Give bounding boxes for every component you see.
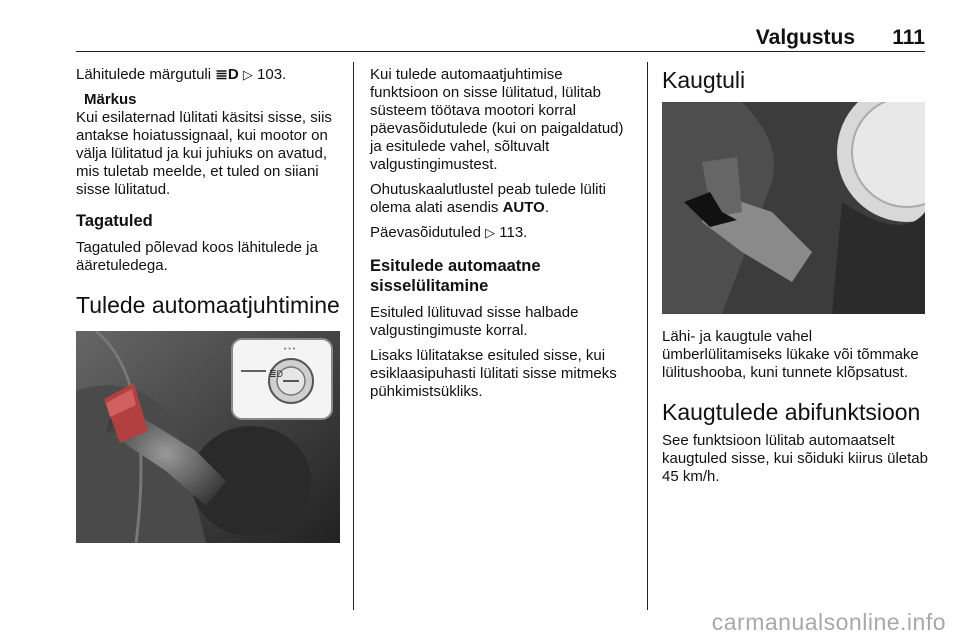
rear-lights-text: Tagatuled põlevad koos lähitulede ja ääretuledega. xyxy=(76,239,318,274)
heading-high-beam-assist: Kaugtulede abifunktsioon xyxy=(662,399,921,425)
high-beam-image xyxy=(662,102,925,314)
header-rule xyxy=(76,51,925,52)
heading-rear-lights: Tagatuled xyxy=(76,212,153,230)
column-1 xyxy=(76,66,342,543)
column-divider-1 xyxy=(353,62,354,610)
high-beam-assist-text: See funktsioon lülitab automaatselt kaugtuled sisse, kui sõiduki kiirus ületab 45 km/h. xyxy=(662,432,928,485)
section-title: Valgustus xyxy=(755,26,855,49)
auto-label: AUTO xyxy=(502,199,545,216)
page-number: 111 xyxy=(892,26,925,49)
column-3 xyxy=(662,66,928,493)
svg-text:• • •: • • • xyxy=(284,346,296,353)
auto-lights-text: Kui tulede automaatjuhtimise funktsioon on sisse lülitatud, lülitab süsteem töötava mootori korral päevasõidutulede (kui on paigaldatud) ja esitulede vahel, sõltuvalt valgustingimustest. xyxy=(370,66,624,173)
note-text: Kui esilaternad lülitati käsitsi sisse, siis antakse hoiatussignaal, kui mootor on välja lülitatud ja kui juhiuks on avatud, mis tuletab meelde, et tuled on siiani sisse lülitatud. xyxy=(76,109,332,198)
daytime-lights-ref: Päevasõidutuled ▷ 113. xyxy=(370,224,528,241)
light-switch-image xyxy=(76,331,340,543)
svg-text:≣D: ≣D xyxy=(269,369,284,379)
column-divider-2 xyxy=(647,62,648,610)
note-heading: Märkus xyxy=(84,91,137,108)
column-2 xyxy=(370,66,635,408)
wiper-headlights-text: Lisaks lülitatakse esituled sisse, kui esiklaasipuhasti lülitati sisse mitmeks pühkimistsükliks. xyxy=(370,347,617,400)
reference-arrow-icon: ▷ xyxy=(242,67,253,82)
light-switch-illustration xyxy=(76,331,340,543)
auto-headlights-text: Esituled lülituvad sisse halbade valgustingimuste korral. xyxy=(370,304,579,339)
watermark: carmanualsonline.info xyxy=(711,609,946,635)
high-beam-text: Lähi- ja kaugtule vahel ümberlülitamiseks lükake või tõmmake lülitushooba, kuni tunnete klõpsatust. xyxy=(662,328,919,381)
heading-automatic-lights: Tulede automaatjuhtimine xyxy=(76,292,340,318)
intro-line: Lähitulede märgutuli ≣D ▷ 103. xyxy=(76,66,287,83)
page-header xyxy=(76,26,925,50)
high-beam-illustration xyxy=(662,102,925,314)
heading-high-beam: Kaugtuli xyxy=(662,67,746,93)
low-beam-indicator-icon: ≣D xyxy=(215,66,239,83)
reference-arrow-icon: ▷ xyxy=(485,225,496,240)
heading-auto-headlights: Esitulede automaatne sisselülitamine xyxy=(370,257,541,295)
safety-text: Ohutuskaalutlustel peab tulede lüliti olema alati asendis AUTO. xyxy=(370,181,606,216)
